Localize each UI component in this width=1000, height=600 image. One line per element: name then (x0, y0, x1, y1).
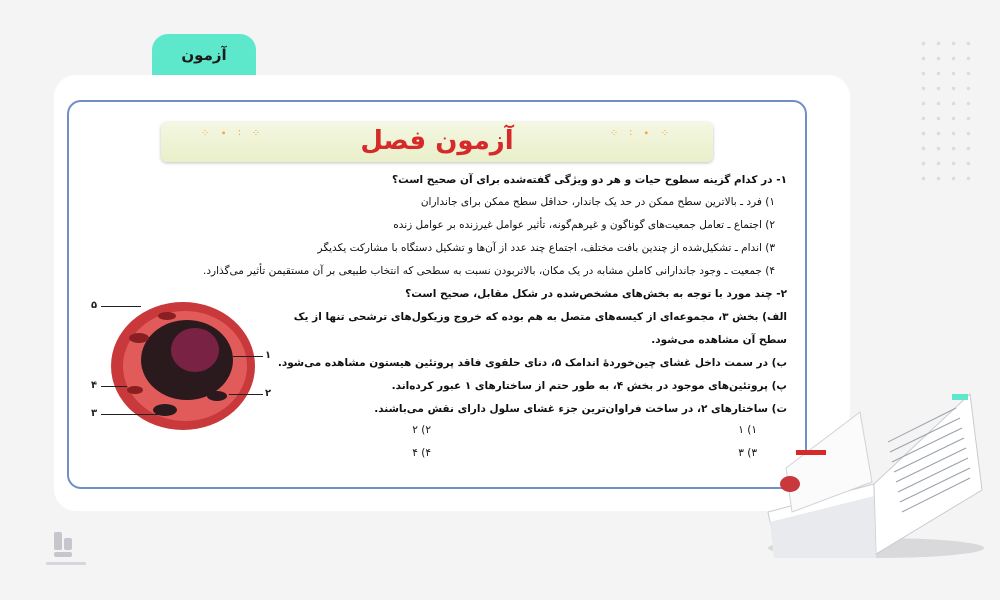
q2-item-d: ت) ساختارهای ۲، در ساخت فراوان‌ترین جزء غشای سلول دارای نقش می‌باشند. (374, 403, 787, 415)
q2-answer-1: ۱) ۱ (738, 424, 757, 436)
q2-item-a-line1: الف) بخش ۳، مجموعه‌ای از کیسه‌های متصل به هم بوده که خروج وزیکول‌های ترشحی تنها از یک (293, 311, 787, 323)
chapter-exam-banner (161, 122, 713, 162)
q1-option-3: ۳) اندام ـ تشکیل‌شده از چندین بافت مختلف، اجتماع چند عدد از آن‌ها و تشکیل دستگاه با مشارکت یکدیگر (317, 242, 775, 254)
q2-answer-4: ۴) ۴ (412, 447, 431, 459)
cell-illustration (105, 298, 255, 438)
q1-option-2: ۲) اجتماع ـ تعامل جمعیت‌های گوناگون و غیرهم‌گونه، تأثیر عوامل غیرزنده بر عوامل زنده (393, 219, 775, 231)
banner-decor-right: ⁘ ∶ ∙ ⁘ (609, 128, 673, 139)
leader-line-4 (101, 386, 127, 387)
banner-title: آزمون فصل (360, 126, 514, 156)
decorative-dots (916, 36, 976, 186)
leader-line-2 (229, 394, 263, 395)
cell-label-5: ۵ (91, 300, 98, 311)
leader-line-5 (101, 306, 141, 307)
cell-figure (91, 298, 272, 438)
leader-line-3 (101, 414, 161, 415)
q1-stem: ۱- در کدام گزینه سطوح حیات و هر دو ویژگی گفته‌شده برای آن صحیح است؟ (392, 174, 787, 186)
cell-label-2: ۲ (265, 388, 272, 399)
exam-page-frame (67, 100, 807, 489)
cell-label-3: ۳ (91, 408, 98, 419)
leader-line-1 (233, 356, 263, 357)
q2-stem: ۲- چند مورد با توجه به بخش‌های مشخص‌شده در شکل مقابل، صحیح است؟ (405, 288, 787, 300)
site-logo-icon (40, 528, 100, 578)
tab-exam[interactable]: آزمون (152, 34, 256, 76)
book-mockup-icon (756, 372, 988, 562)
q2-item-a-line2: سطح آن مشاهده می‌شود. (651, 334, 787, 346)
q1-option-4: ۴) جمعیت ـ وجود جاندارانی کاملن مشابه در یک مکان، بالاتربودن نسبت به سطحی که انتخاب طبیعی بر آن مستقیمن تأثیر می‌گذارد. (203, 265, 775, 277)
q2-item-b: ب) در سمت داخل غشای چین‌خوردهٔ اندامک ۵، دنای حلقوی فاقد پروتئین هیستون مشاهده می‌شود. (277, 357, 787, 369)
banner-decor-left: ⁘ ∙ ∶ ⁘ (201, 128, 265, 139)
q2-answer-2: ۲) ۲ (412, 424, 431, 436)
q2-item-c: پ) پروتئین‌های موجود در بخش ۴، به طور حتم از ساختارهای ۱ عبور کرده‌اند. (391, 380, 787, 392)
cell-label-1: ۱ (265, 350, 272, 361)
q1-option-1: ۱) فرد ـ بالاترین سطح ممکن در حد یک جاندار، حداقل سطح ممکن برای جانداران (420, 196, 775, 208)
q2-answer-3: ۳) ۳ (738, 447, 757, 459)
cell-label-4: ۴ (91, 380, 98, 391)
